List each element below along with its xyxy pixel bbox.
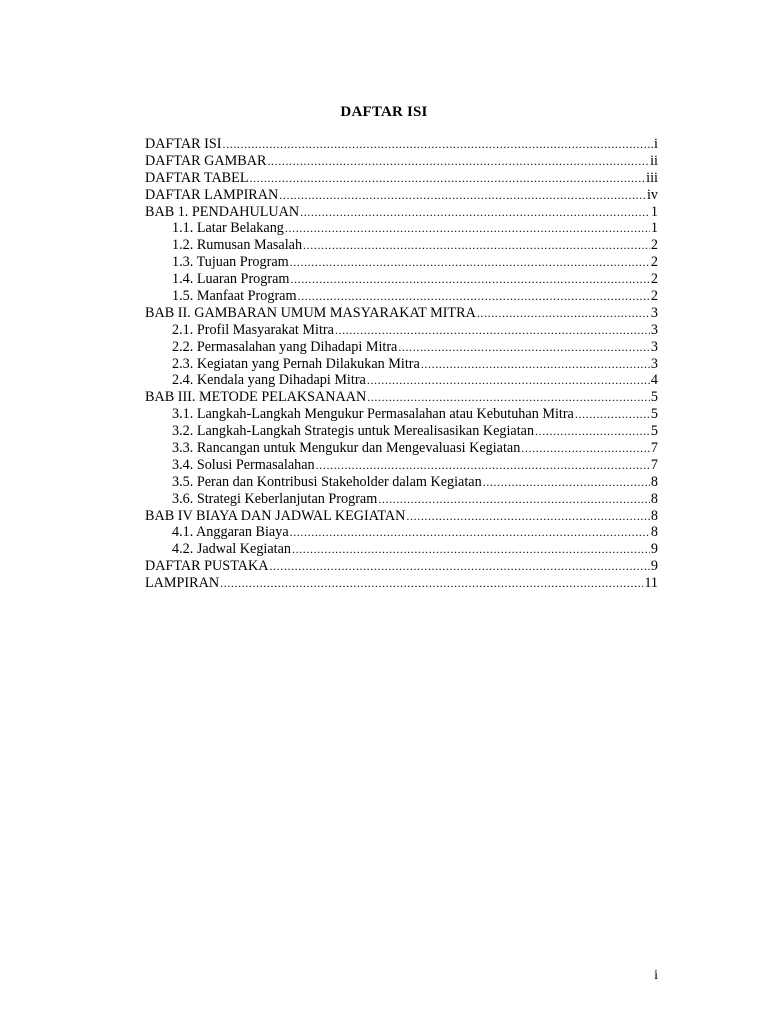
toc-entry-leader-dots bbox=[421, 356, 650, 373]
toc-entry-label: BAB II. GAMBARAN UMUM MASYARAKAT MITRA bbox=[145, 304, 476, 321]
toc-entry-label: DAFTAR LAMPIRAN bbox=[145, 186, 279, 203]
toc-entry-leader-dots bbox=[535, 423, 650, 440]
toc-entry-page-number: 3 bbox=[650, 304, 658, 321]
toc-entry-page-number: ii bbox=[650, 152, 658, 169]
toc-entry-page-number: 8 bbox=[650, 473, 658, 490]
toc-entry-label: 1.4. Luaran Program bbox=[172, 271, 290, 288]
toc-entry-leader-dots bbox=[483, 474, 650, 491]
toc-entry-label: LAMPIRAN bbox=[145, 575, 220, 592]
toc-entry bbox=[145, 187, 658, 204]
toc-entry bbox=[145, 457, 658, 474]
toc-entry bbox=[145, 220, 658, 237]
toc-entry-label: 3.3. Rancangan untuk Mengukur dan Mengevaluasi Kegiatan bbox=[172, 440, 521, 457]
toc-entry-leader-dots bbox=[398, 339, 650, 356]
toc-entry-page-number: 7 bbox=[650, 440, 658, 457]
toc-entry-leader-dots bbox=[292, 541, 650, 558]
toc-entry-page-number: 3 bbox=[650, 338, 658, 355]
toc-entry-label: 2.1. Profil Masyarakat Mitra bbox=[172, 321, 334, 338]
toc-entry-page-number: 3 bbox=[650, 321, 658, 338]
footer-page-number: i bbox=[654, 968, 658, 983]
toc-entry-leader-dots bbox=[285, 220, 650, 237]
toc-entry-leader-dots bbox=[378, 491, 650, 508]
toc-entry-leader-dots bbox=[290, 524, 650, 541]
toc-entry-page-number: 5 bbox=[650, 423, 658, 440]
toc-entry-page-number: 1 bbox=[650, 220, 658, 237]
toc-entry-label: 3.2. Langkah-Langkah Strategis untuk Merealisasikan Kegiatan bbox=[172, 423, 535, 440]
toc-entry bbox=[145, 136, 658, 153]
toc-entry-leader-dots bbox=[279, 187, 646, 204]
toc-entry-label: BAB 1. PENDAHULUAN bbox=[145, 203, 300, 220]
toc-entry bbox=[145, 356, 658, 373]
toc-entry-label: 3.1. Langkah-Langkah Mengukur Permasalahan atau Kebutuhan Mitra bbox=[172, 406, 574, 423]
toc-entry bbox=[145, 322, 658, 339]
toc-entry-page-number: 2 bbox=[650, 271, 658, 288]
toc-entry-page-number: 5 bbox=[650, 406, 658, 423]
toc-entry bbox=[145, 204, 658, 221]
toc-entry-leader-dots bbox=[298, 288, 650, 305]
toc-entry-label: 1.5. Manfaat Program bbox=[172, 288, 297, 305]
toc-entry-page-number: iii bbox=[646, 169, 658, 186]
toc-entry-label: 3.5. Peran dan Kontribusi Stakeholder dalam Kegiatan bbox=[172, 473, 482, 490]
toc-entry bbox=[145, 406, 658, 423]
toc-entry-label: 1.3. Tujuan Program bbox=[172, 254, 289, 271]
toc-entry bbox=[145, 440, 658, 457]
toc-entry-leader-dots bbox=[521, 440, 650, 457]
toc-entry-label: 3.6. Strategi Keberlanjutan Program bbox=[172, 490, 378, 507]
toc-entry-leader-dots bbox=[575, 406, 650, 423]
toc-entry-page-number: 2 bbox=[650, 288, 658, 305]
toc-entry-page-number: 2 bbox=[650, 254, 658, 271]
toc-entry-leader-dots bbox=[335, 322, 650, 339]
toc-entry-page-number: 11 bbox=[644, 575, 658, 592]
toc-entry-page-number: iv bbox=[646, 186, 658, 203]
toc-entry-leader-dots bbox=[223, 136, 654, 153]
toc-entry-page-number: 1 bbox=[650, 203, 658, 220]
toc-entry-label: DAFTAR ISI bbox=[145, 136, 222, 152]
toc-entry bbox=[145, 339, 658, 356]
toc-entry-label: 1.2. Rumusan Masalah bbox=[172, 237, 303, 254]
toc-entry-page-number: 2 bbox=[650, 237, 658, 254]
toc-entry bbox=[145, 474, 658, 491]
toc-entry bbox=[145, 305, 658, 322]
toc-entry bbox=[145, 558, 658, 575]
toc-entry-label: BAB IV BIAYA DAN JADWAL KEGIATAN bbox=[145, 507, 406, 524]
toc-entry bbox=[145, 153, 658, 170]
toc-entry-leader-dots bbox=[303, 237, 650, 254]
toc-entry-page-number: i bbox=[654, 136, 658, 152]
toc-entry-page-number: 8 bbox=[650, 507, 658, 524]
toc-entry-label: DAFTAR PUSTAKA bbox=[145, 558, 269, 575]
toc-entry-leader-dots bbox=[290, 271, 649, 288]
toc-entry-label: 4.1. Anggaran Biaya bbox=[172, 524, 289, 541]
toc-entry-label: BAB III. METODE PELAKSANAAN bbox=[145, 389, 367, 406]
toc-entry bbox=[145, 389, 658, 406]
toc-entry-leader-dots bbox=[290, 254, 650, 271]
table-of-contents bbox=[145, 136, 658, 592]
toc-entry-leader-dots bbox=[269, 558, 649, 575]
toc-entry bbox=[145, 271, 658, 288]
toc-entry-label: 2.3. Kegiatan yang Pernah Dilakukan Mitra bbox=[172, 355, 420, 372]
toc-entry bbox=[145, 508, 658, 525]
toc-entry bbox=[145, 575, 658, 592]
toc-entry-label: 3.4. Solusi Permasalahan bbox=[172, 456, 315, 473]
toc-entry-page-number: 4 bbox=[650, 372, 658, 389]
toc-entry bbox=[145, 237, 658, 254]
toc-entry bbox=[145, 372, 658, 389]
toc-entry-label: 4.2. Jadwal Kegiatan bbox=[172, 541, 291, 558]
toc-entry-label: DAFTAR TABEL bbox=[145, 169, 249, 186]
toc-entry bbox=[145, 423, 658, 440]
toc-entry-page-number: 8 bbox=[650, 490, 658, 507]
toc-entry bbox=[145, 288, 658, 305]
toc-entry-page-number: 3 bbox=[650, 355, 658, 372]
toc-entry-label: DAFTAR GAMBAR bbox=[145, 152, 267, 169]
toc-entry-page-number: 9 bbox=[650, 541, 658, 558]
toc-entry-leader-dots bbox=[267, 153, 649, 170]
toc-entry-label: 1.1. Latar Belakang bbox=[172, 220, 284, 237]
toc-entry-leader-dots bbox=[316, 457, 650, 474]
toc-entry bbox=[145, 170, 658, 187]
toc-entry-leader-dots bbox=[367, 372, 650, 389]
toc-entry-leader-dots bbox=[477, 305, 650, 322]
toc-entry-leader-dots bbox=[220, 575, 643, 592]
toc-entry-leader-dots bbox=[406, 508, 649, 525]
toc-entry-leader-dots bbox=[300, 204, 650, 221]
toc-entry-page-number: 5 bbox=[650, 389, 658, 406]
toc-entry bbox=[145, 254, 658, 271]
toc-entry bbox=[145, 524, 658, 541]
toc-entry-leader-dots bbox=[249, 170, 645, 187]
toc-entry-page-number: 7 bbox=[650, 456, 658, 473]
toc-entry bbox=[145, 491, 658, 508]
toc-entry-label: 2.4. Kendala yang Dihadapi Mitra bbox=[172, 372, 366, 389]
toc-entry bbox=[145, 541, 658, 558]
toc-entry-page-number: 8 bbox=[650, 524, 658, 541]
toc-entry-label: 2.2. Permasalahan yang Dihadapi Mitra bbox=[172, 338, 398, 355]
toc-entry-leader-dots bbox=[367, 389, 650, 406]
toc-entry-page-number: 9 bbox=[650, 558, 658, 575]
page-title: DAFTAR ISI bbox=[340, 104, 428, 120]
